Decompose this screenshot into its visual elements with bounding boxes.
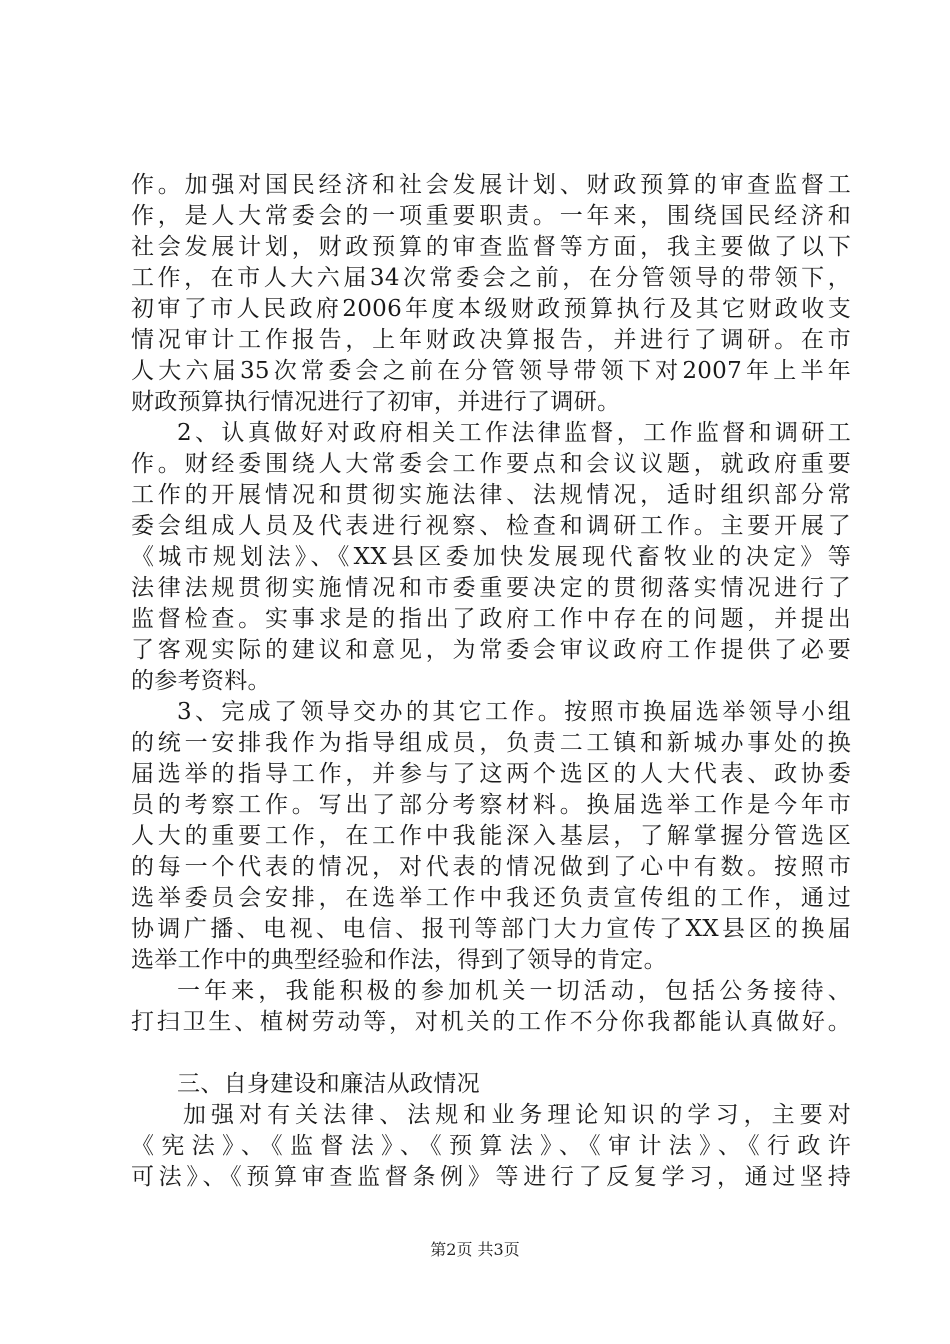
page-footer [0,1240,950,1260]
text-line: 财政预算执行情况进行了初审，并进行了调研。 [131,389,621,415]
text-line: 的统一安排我作为指导组成员，负责二工镇和新城办事处的换 [131,730,851,756]
text-line: 了客观实际的建议和意见，为常委会审议政府工作提供了必要 [131,637,851,663]
text-line: 员的考察工作。写出了部分考察材料。换届选举工作是今年市 [131,792,851,818]
text-line: 的参考资料。 [131,668,271,694]
text-line: 工作，在市人大六届34次常委会之前，在分管领导的带领下， [131,265,851,291]
text-line: 作。加强对国民经济和社会发展计划、财政预算的审查监督工 [131,172,851,198]
text-line: 打扫卫生、植树劳动等，对机关的工作不分你我都能认真做好。 [131,1009,851,1035]
document-body [131,170,851,1193]
text-line: 社会发展计划，财政预算的审查监督等方面，我主要做了以下 [131,234,851,260]
text-line: 情况审计工作报告，上年财政决算报告，并进行了调研。在市 [131,327,851,353]
text-line: 人大六届35次常委会之前在分管领导带领下对2007年上半年 [131,358,851,384]
paragraph-start-line: 3、完成了领导交办的其它工作。按照市换届选举领导小组 [177,699,851,725]
paragraph-start-line: 加强对有关法律、法规和业务理论知识的学习，主要对 [183,1102,851,1128]
text-line: 选举工作中的典型经验和作法，得到了领导的肯定。 [131,947,667,973]
text-line: 可法》、《预算审查监督条例》等进行了反复学习，通过坚持 [131,1164,851,1190]
text-line: 工作的开展情况和贯彻实施法律、法规情况，适时组织部分常 [131,482,851,508]
text-line: 监督检查。实事求是的指出了政府工作中存在的问题，并提出 [131,606,851,632]
text-line: 届选举的指导工作，并参与了这两个选区的人大代表、政协委 [131,761,851,787]
text-line: 人大的重要工作，在工作中我能深入基层，了解掌握分管选区 [131,823,851,849]
text-line: 协调广播、电视、电信、报刊等部门大力宣传了XX县区的换届 [131,916,851,942]
text-line: 法律法规贯彻实施情况和市委重要决定的贯彻落实情况进行了 [131,575,851,601]
text-line: 作，是人大常委会的一项重要职责。一年来，围绕国民经济和 [131,203,851,229]
text-line: 《宪法》、《监督法》、《预算法》、《审计法》、《行政许 [131,1133,851,1159]
text-line: 的每一个代表的情况，对代表的情况做到了心中有数。按照市 [131,854,851,880]
text-line: 作。财经委围绕人大常委会工作要点和会议议题，就政府重要 [131,451,851,477]
text-line: 初审了市人民政府2006年度本级财政预算执行及其它财政收支 [131,296,851,322]
text-line: 选举委员会安排，在选举工作中我还负责宣传组的工作，通过 [131,885,851,911]
section-heading: 三、自身建设和廉洁从政情况 [177,1071,480,1097]
text-line: 《城市规划法》、《XX县区委加快发展现代畜牧业的决定》等 [131,544,851,570]
paragraph-gap [131,1038,851,1069]
paragraph-start-line: 一年来，我能积极的参加机关一切活动，包括公务接待、 [177,978,851,1004]
page-number-label: 第2页 共3页 [430,1240,520,1259]
paragraph-start-line: 2、认真做好对政府相关工作法律监督，工作监督和调研工 [177,420,851,446]
text-line: 委会组成人员及代表进行视察、检查和调研工作。主要开展了 [131,513,851,539]
